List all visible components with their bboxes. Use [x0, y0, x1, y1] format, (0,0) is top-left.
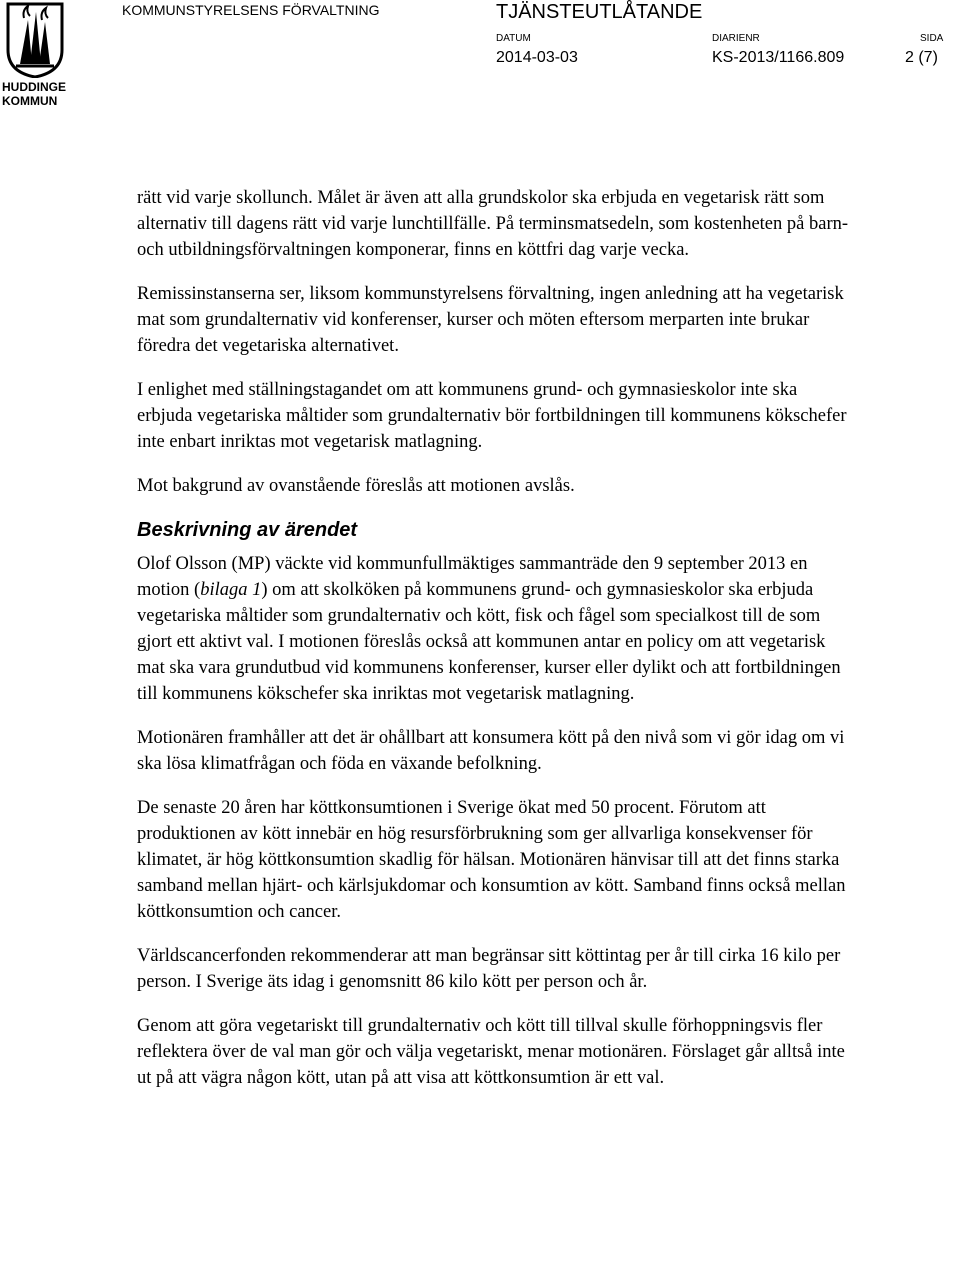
paragraph-2: Remissinstanserna ser, liksom kommunstyrelsens förvaltning, ingen anledning att ha vegetarisk mat som grundalternativ vid konferenser, kurser och möten eftersom merparten inte brukar föredra det vegetariska alternativet.	[137, 284, 844, 356]
paragraph-7: De senaste 20 åren har köttkonsumtionen i Sverige ökat med 50 procent. Förutom att produktionen av kött innebär en hög resursförbrukning som ger allvarliga konsekvenser för klimatet, är hög köttkonsumtion skadlig för hälsan. Motionären hänvisar till att det finns starka samband mellan hjärt- och kärlsjukdomar och konsumtion av kött. Samband finns också mellan köttkonsumtion och cancer.	[137, 798, 846, 922]
logo-wordmark	[0, 80, 74, 108]
page-number: 2 (7)	[905, 49, 938, 66]
document-type: TJÄNSTEUTLÅTANDE	[496, 1, 703, 23]
page-label: SIDA	[920, 33, 944, 44]
municipality-logo	[0, 0, 72, 108]
paragraph-5-part-b: ) om att skolköken på kommunens grund- och gymnasieskolor ska erbjuda vegetariska måltider som grundalternativ och kött, fisk och fågel som specialkost till de som gjort ett aktivt val. I motionen föreslås också att kommunen antar en policy om att vegetarisk mat ska vara grundutbud vid kommunens konferenser, kurser eller dylikt och att fortbildningen till kommunens kökschefer ska inriktas mot vegetarisk matlagning.	[137, 580, 841, 704]
reference-value: KS-2013/1166.809	[712, 49, 845, 66]
logo-text-line-1: HUDDINGE	[2, 80, 67, 94]
date-label: DATUM	[496, 33, 531, 44]
paragraph-9: Genom att göra vegetariskt till grundalternativ och kött till tillval skulle förhoppningsvis fler reflektera över de val man gör och välja vegetariskt, menar motionären. Förslaget går alltså inte ut på att vägra någon kött, utan på att visa att köttkonsumtion är ett val.	[137, 1016, 845, 1088]
paragraph-3: I enlighet med ställningstagandet om att kommunens grund- och gymnasieskolor inte ska erbjuda vegetariska måltider som grundalternativ bör fortbildningen till kommunens kökschefer inte enbart inriktas mot vegetarisk matlagning.	[137, 380, 847, 452]
paragraph-4: Mot bakgrund av ovanstående föreslås att motionen avslås.	[137, 476, 575, 496]
paragraph-8: Världscancerfonden rekommenderar att man begränsar sitt köttintag per år till cirka 16 kilo per person. I Sverige äts idag i genomsnitt 86 kilo kött per person och år.	[137, 946, 841, 992]
date-value: 2014-03-03	[496, 49, 578, 66]
paragraph-6: Motionären framhåller att det är ohållbart att konsumera kött på den nivå som vi gör idag om vi ska lösa klimatfrågan och föda en växande befolkning.	[137, 728, 845, 774]
paragraph-1: rätt vid varje skollunch. Målet är även att alla grundskolor ska erbjuda en vegetarisk rätt som alternativ till dagens rätt vid varje lunchtillfälle. På terminsmatsedeln, som kostenheten på barn- och utbildningsförvaltningen komponerar, finns en köttfri dag varje vecka.	[137, 188, 849, 260]
coat-of-arms-icon	[6, 2, 64, 78]
attachment-reference: bilaga 1	[200, 580, 262, 600]
document-body	[137, 185, 857, 1109]
organization-name: KOMMUNSTYRELSENS FÖRVALTNING	[122, 2, 380, 18]
reference-label: DIARIENR	[712, 33, 760, 44]
paragraph-5-part-a: Olof Olsson (MP) väckte vid kommunfullmäktiges sammanträde den 9 september 2013 en motion (	[137, 554, 808, 600]
logo-text-line-2: KOMMUN	[2, 94, 58, 108]
paragraph-5	[137, 551, 857, 707]
section-heading: Beskrivning av ärendet	[137, 519, 358, 541]
